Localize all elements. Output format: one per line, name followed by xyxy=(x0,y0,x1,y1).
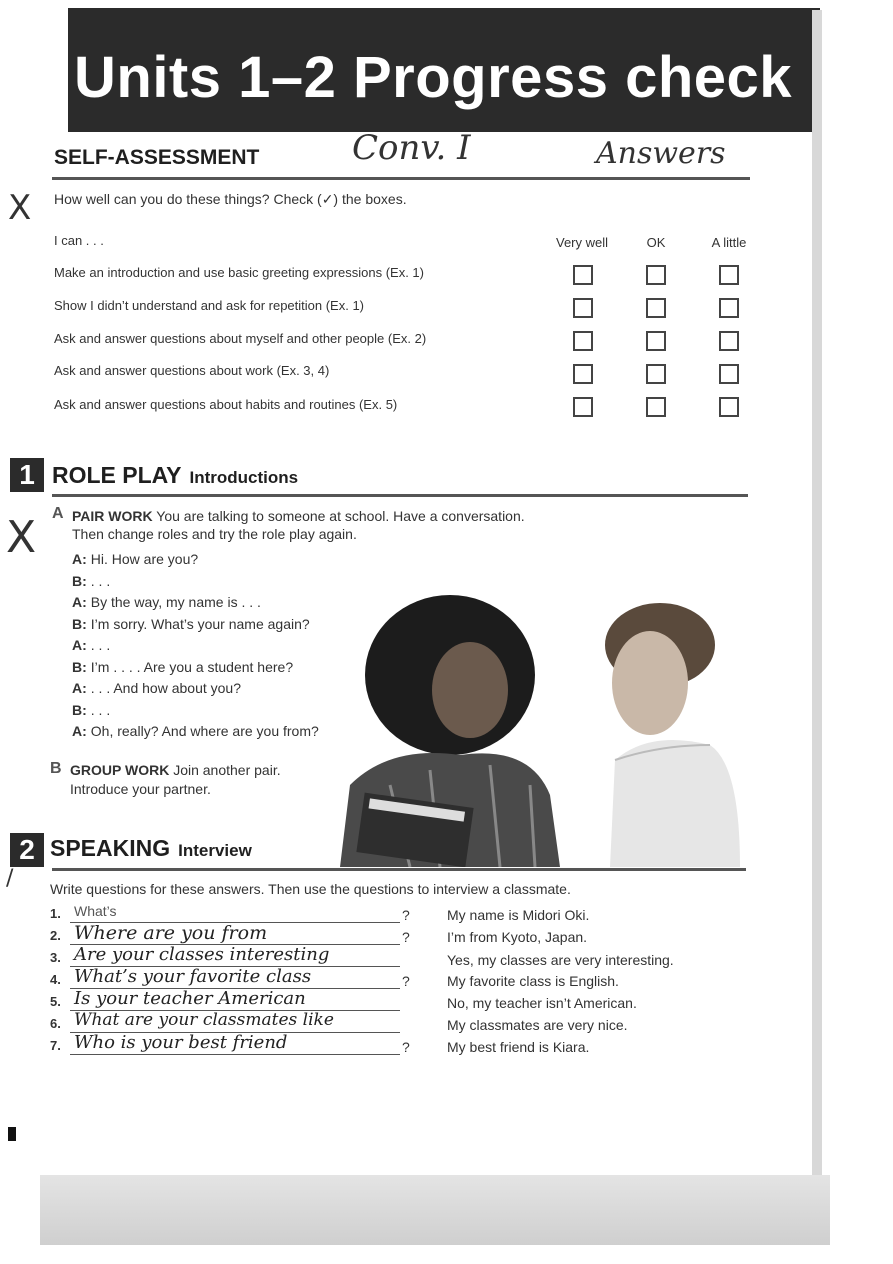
answer-7: My best friend is Kiara. xyxy=(447,1039,590,1055)
checkbox-item5-very-well[interactable] xyxy=(573,397,593,417)
checkbox-item2-a-little[interactable] xyxy=(719,298,739,318)
checkbox-item3-a-little[interactable] xyxy=(719,331,739,351)
answer-4: My favorite class is English. xyxy=(447,973,619,989)
question-4-written: What’s your favorite class xyxy=(74,966,312,987)
self-assessment-item-2: Show I didn’t understand and ask for repetition (Ex. 1) xyxy=(54,298,365,313)
self-assessment-item-1: Make an introduction and use basic greeting expressions (Ex. 1) xyxy=(54,265,424,280)
self-assessment-rule xyxy=(52,177,750,180)
margin-mark-3: / xyxy=(6,866,14,891)
checkbox-item4-ok[interactable] xyxy=(646,364,666,384)
column-ok: OK xyxy=(646,235,666,250)
question-7-number: 7. xyxy=(50,1038,61,1053)
checkbox-item4-a-little[interactable] xyxy=(719,364,739,384)
question-3-written: Are your classes interesting xyxy=(74,944,330,965)
checkbox-item5-ok[interactable] xyxy=(646,397,666,417)
question-2-number: 2. xyxy=(50,928,61,943)
page-title: Units 1–2 Progress check xyxy=(74,45,793,110)
scan-shadow xyxy=(40,1175,830,1245)
page-edge-mark xyxy=(8,1127,16,1141)
section-2-title: SPEAKING xyxy=(50,835,171,861)
checkbox-item3-very-well[interactable] xyxy=(573,331,593,351)
question-6-number: 6. xyxy=(50,1016,61,1031)
answer-1: My name is Midori Oki. xyxy=(447,907,590,923)
section-2-instruction: Write questions for these answers. Then use the questions to interview a classmate. xyxy=(50,881,571,897)
answer-6: My classmates are very nice. xyxy=(447,1017,628,1033)
section-1-subtitle: Introductions xyxy=(189,468,299,487)
question-3-number: 3. xyxy=(50,950,61,965)
page-edge-shadow xyxy=(812,10,822,1240)
section-1-number: 1 xyxy=(10,458,44,492)
dialogue-line-5: A: . . . xyxy=(72,637,111,653)
dialogue-line-2: B: . . . xyxy=(72,573,111,589)
self-assessment-instruction: How well can you do these things? Check (✓) the boxes. xyxy=(54,191,407,207)
checkbox-item3-ok[interactable] xyxy=(646,331,666,351)
question-6-written: What are your classmates like xyxy=(74,1010,334,1030)
self-assessment-item-4: Ask and answer questions about work (Ex. 3, 4) xyxy=(54,363,330,378)
checkbox-item2-very-well[interactable] xyxy=(573,298,593,318)
part-a-instruction-1: You are talking to someone at school. Have a conversation. xyxy=(156,508,525,524)
question-7-qmark: ? xyxy=(402,1039,410,1055)
dialogue-line-4: B: I’m sorry. What’s your name again? xyxy=(72,616,310,632)
section-1-title: ROLE PLAY xyxy=(52,462,182,488)
checkbox-item1-very-well[interactable] xyxy=(573,265,593,285)
part-a-text-1 xyxy=(72,508,525,524)
part-a-letter: A xyxy=(52,505,64,522)
pair-work-label: PAIR WORK xyxy=(72,508,153,524)
part-b-text-1 xyxy=(70,762,281,778)
question-5-number: 5. xyxy=(50,994,61,1009)
handwritten-conv: Conv. I xyxy=(352,128,471,168)
self-assessment-item-3: Ask and answer questions about myself and other people (Ex. 2) xyxy=(54,331,427,346)
question-1-line xyxy=(70,904,400,923)
question-2-qmark: ? xyxy=(402,929,410,945)
part-b-instruction-2: Introduce your partner. xyxy=(70,781,211,797)
dialogue-line-6: B: I’m . . . . Are you a student here? xyxy=(72,659,294,675)
question-1-qmark: ? xyxy=(402,907,410,923)
group-work-label: GROUP WORK xyxy=(70,762,170,778)
margin-mark-2: X xyxy=(6,512,37,563)
checkbox-item4-very-well[interactable] xyxy=(573,364,593,384)
self-assessment-item-5: Ask and answer questions about habits and routines (Ex. 5) xyxy=(54,397,398,412)
students-photo xyxy=(330,595,740,867)
column-a-little: A little xyxy=(711,235,747,250)
question-2-written: Where are you from xyxy=(74,922,268,944)
dialogue-line-3: A: By the way, my name is . . . xyxy=(72,594,261,610)
part-a-instruction-2: Then change roles and try the role play again. xyxy=(72,526,357,542)
i-can-label: I can . . . xyxy=(54,233,104,248)
handwritten-answers: Answers xyxy=(596,136,726,171)
question-5-written: Is your teacher American xyxy=(74,988,306,1009)
section-2-number: 2 xyxy=(10,833,44,867)
dialogue-line-1: A: Hi. How are you? xyxy=(72,551,199,567)
checkbox-item1-ok[interactable] xyxy=(646,265,666,285)
dialogue-line-8: B: . . . xyxy=(72,702,111,718)
section-1-rule xyxy=(52,494,748,497)
question-4-qmark: ? xyxy=(402,973,410,989)
question-1-number: 1. xyxy=(50,906,61,921)
margin-mark-1: X xyxy=(8,188,32,228)
self-assessment-title: SELF-ASSESSMENT xyxy=(54,146,260,169)
part-b-instruction-1: Join another pair. xyxy=(173,762,281,778)
column-very-well: Very well xyxy=(555,235,609,250)
question-1-written: What’s xyxy=(74,903,117,919)
answer-2: I’m from Kyoto, Japan. xyxy=(447,929,588,945)
answer-5: No, my teacher isn’t American. xyxy=(447,995,637,1011)
checkbox-item1-a-little[interactable] xyxy=(719,265,739,285)
checkbox-item5-a-little[interactable] xyxy=(719,397,739,417)
dialogue-line-7: A: . . . And how about you? xyxy=(72,680,242,696)
part-b-letter: B xyxy=(50,760,62,777)
checkbox-item2-ok[interactable] xyxy=(646,298,666,318)
question-7-written: Who is your best friend xyxy=(74,1032,288,1053)
section-2-heading xyxy=(50,835,252,862)
answer-3: Yes, my classes are very interesting. xyxy=(447,952,674,968)
dialogue-line-9: A: Oh, really? And where are you from? xyxy=(72,723,319,739)
section-2-subtitle: Interview xyxy=(178,841,252,860)
section-2-rule xyxy=(52,868,746,871)
question-4-number: 4. xyxy=(50,972,61,987)
section-1-heading xyxy=(52,462,298,489)
